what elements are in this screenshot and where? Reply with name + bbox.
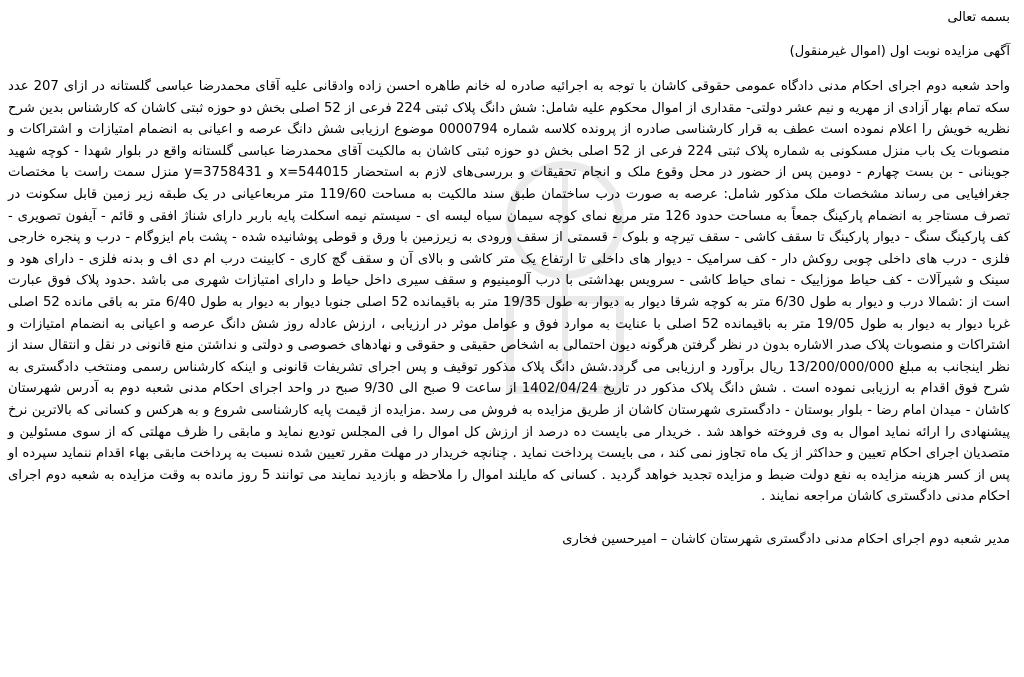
notice-body: واحد شعبه دوم اجرای احکام مدنی دادگاه عمومی حقوقی کاشان با توجه به اجرائیه صادره له خانم طاهره احسن زاده وادقانی علیه آقای محمدرضا عباسی گلستانه در ازای 207 عدد سکه تمام بهار آزادی از مهریه و نیم عشر دولتی- مقداری از اموال محکوم علیه شامل: شش دانگ پلاک ثبتی 224 فرعی از 52 اصلی بخش دو حوزه ثبتی کاشان که کارشناس بدین شرح نظریه خویش را اعلام نموده است عطف به قرار کارشناسی صادره از پرونده کلاسه شماره 0000794 موضوع ارزیابی شش دانگ عرصه و اعیانی به انضمام امتیازات و اشتراکات و منصوبات یک باب منزل مسکونی به شماره پلاک ثبتی 224 فرعی از 52 اصلی بخش دو حوزه ثبتی کاشان به مالکیت آقای محمدرضا عباسی گلستانه واقع در بلوار شهدا - کوچه شهید جوینانی - بن بست چهارم - دومین پس از حضور در محل وقوع ملک و انجام تحقیقات و بررسی‌های لازم به استحضار x=544015 و y=3758431 منزل سمت راست با مختصات جغرافیایی می رساند مشخصات ملک مذکور شامل: عرصه به صورت درب ساختمان طبق سند مالکیت به مساحت 119/60 متر مربعاعیانی در یک طبقه زیر زمین قابل سکونت در تصرف مستاجر به انضمام پارکینگ جمعاً به مساحت حدود 126 متر مربع نمای کوچه سیمان سیاه لیسه ای - سیستم نیمه اسکلت پایه باربر دارای شناژ افقی و قائم - آیفون تصویری - کف پارکینگ سنگ - دیوار پارکینگ تا سقف کاشی - سقف تیرچه و بلوک - قسمتی از سقف ورودی به زیرزمین با ورق و قوطی پوشانیده شده - پشت بام ایزوگام - درب و پنجره خارجی فلزی - درب های داخلی چوبی روکش دار - کف سرامیک - دیوار های داخلی تا ارتفاع یک متر کاشی و بالای آن و سقف گچ کاری - کابینت درب ام دی اف و بدنه فلزی - دارای هود و سینک و شیرآلات - کف حیاط موزاییک - نمای حیاط کاشی - سرویس بهداشتی با درب آلومینیوم و سقف سیری داخل حیاط و دارای امتیازات شهری می باشد .حدود پلاک فوق عبارت است از :شمالا درب و دیوار به طول 6/30 متر به کوچه شرقا دیوار به دیوار به طول 19/35 متر به باقیمانده 52 اصلی جنوبا دیوار به دیوار به طول 6/40 متر به باقی مانده 52 اصلی غربا دیوار به دیوار به طول 19/05 متر به باقیمانده 52 اصلی با عنایت به موارد فوق و عوامل موثر در ارزیابی ، ارزش عادله روز شش دانگ عرصه و اعیانی به انضمام امتیازات و اشتراکات و منصوبات پلاک صدر الاشاره بدون در نظر گرفتن هرگونه دیون احتمالی به اشخاص حقیقی و حقوقی و نهادهای خصوصی و دولتی و نداشتن منع قانونی در نقل و انتقال سند از نظر اینجانب به مبلغ 13/200/000/000 ریال برآورد و ارزیابی می گردد.شش دانگ پلاک مذکور توقیف و پس اجرای تشریفات قانونی و اینکه کارشناس رسمی ومنتخب دادگستری به شرح فوق اقدام به ارزیابی نموده است . شش دانگ پلاک مذکور در تاریخ 1402/04/24 از ساعت 9 صبح الی 9/30 صبح در واحد اجرای احکام مدنی شعبه دوم به آدرس شهرستان کاشان - میدان امام رضا - بلوار بوستان - دادگستری شهرستان کاشان از طریق مزایده به فروش می رسد .مزایده از قیمت پایه کارشناسی شروع و به هرکس و کسانی که بالاترین نرخ پیشنهادی را ارائه نماید اموال به وی فروخته خواهد شد . خریدار می بایست ده درصد از ارزش کل اموال را فی المجلس تودیع نماید و مابقی را ظرف مهلتی که از سوی مسئولین و متصدیان اجرای احکام تعیین و حداکثر از یک ماه تجاوز نمی کند ، می بایست پرداخت نماید . چنانچه خریدار در مهلت مقرر تعیین شده نسبت به پرداخت مابقی بهاء اقدام ننماید سپرده او پس از کسر هزینه مزایده به نفع دولت ضبط و مزایده تجدید خواهد گردید . کسانی که مایلند اموال را ملاحظه و بازدید نمایند می توانند 5 روز مانده به وقت مزایده به شعبه دوم اجرای احکام مدنی دادگستری کاشان مراجعه نمایند . <box>8 79 1010 505</box>
blessing-heading: بسمه تعالی <box>947 10 1010 25</box>
notice-title: آگهی مزایده نوبت اول (اموال غیرمنقول) <box>789 44 1010 59</box>
signature-line: مدیر شعبه دوم اجرای احکام مدنی دادگستری شهرستان کاشان – امیرحسین فخاری <box>562 531 1010 547</box>
